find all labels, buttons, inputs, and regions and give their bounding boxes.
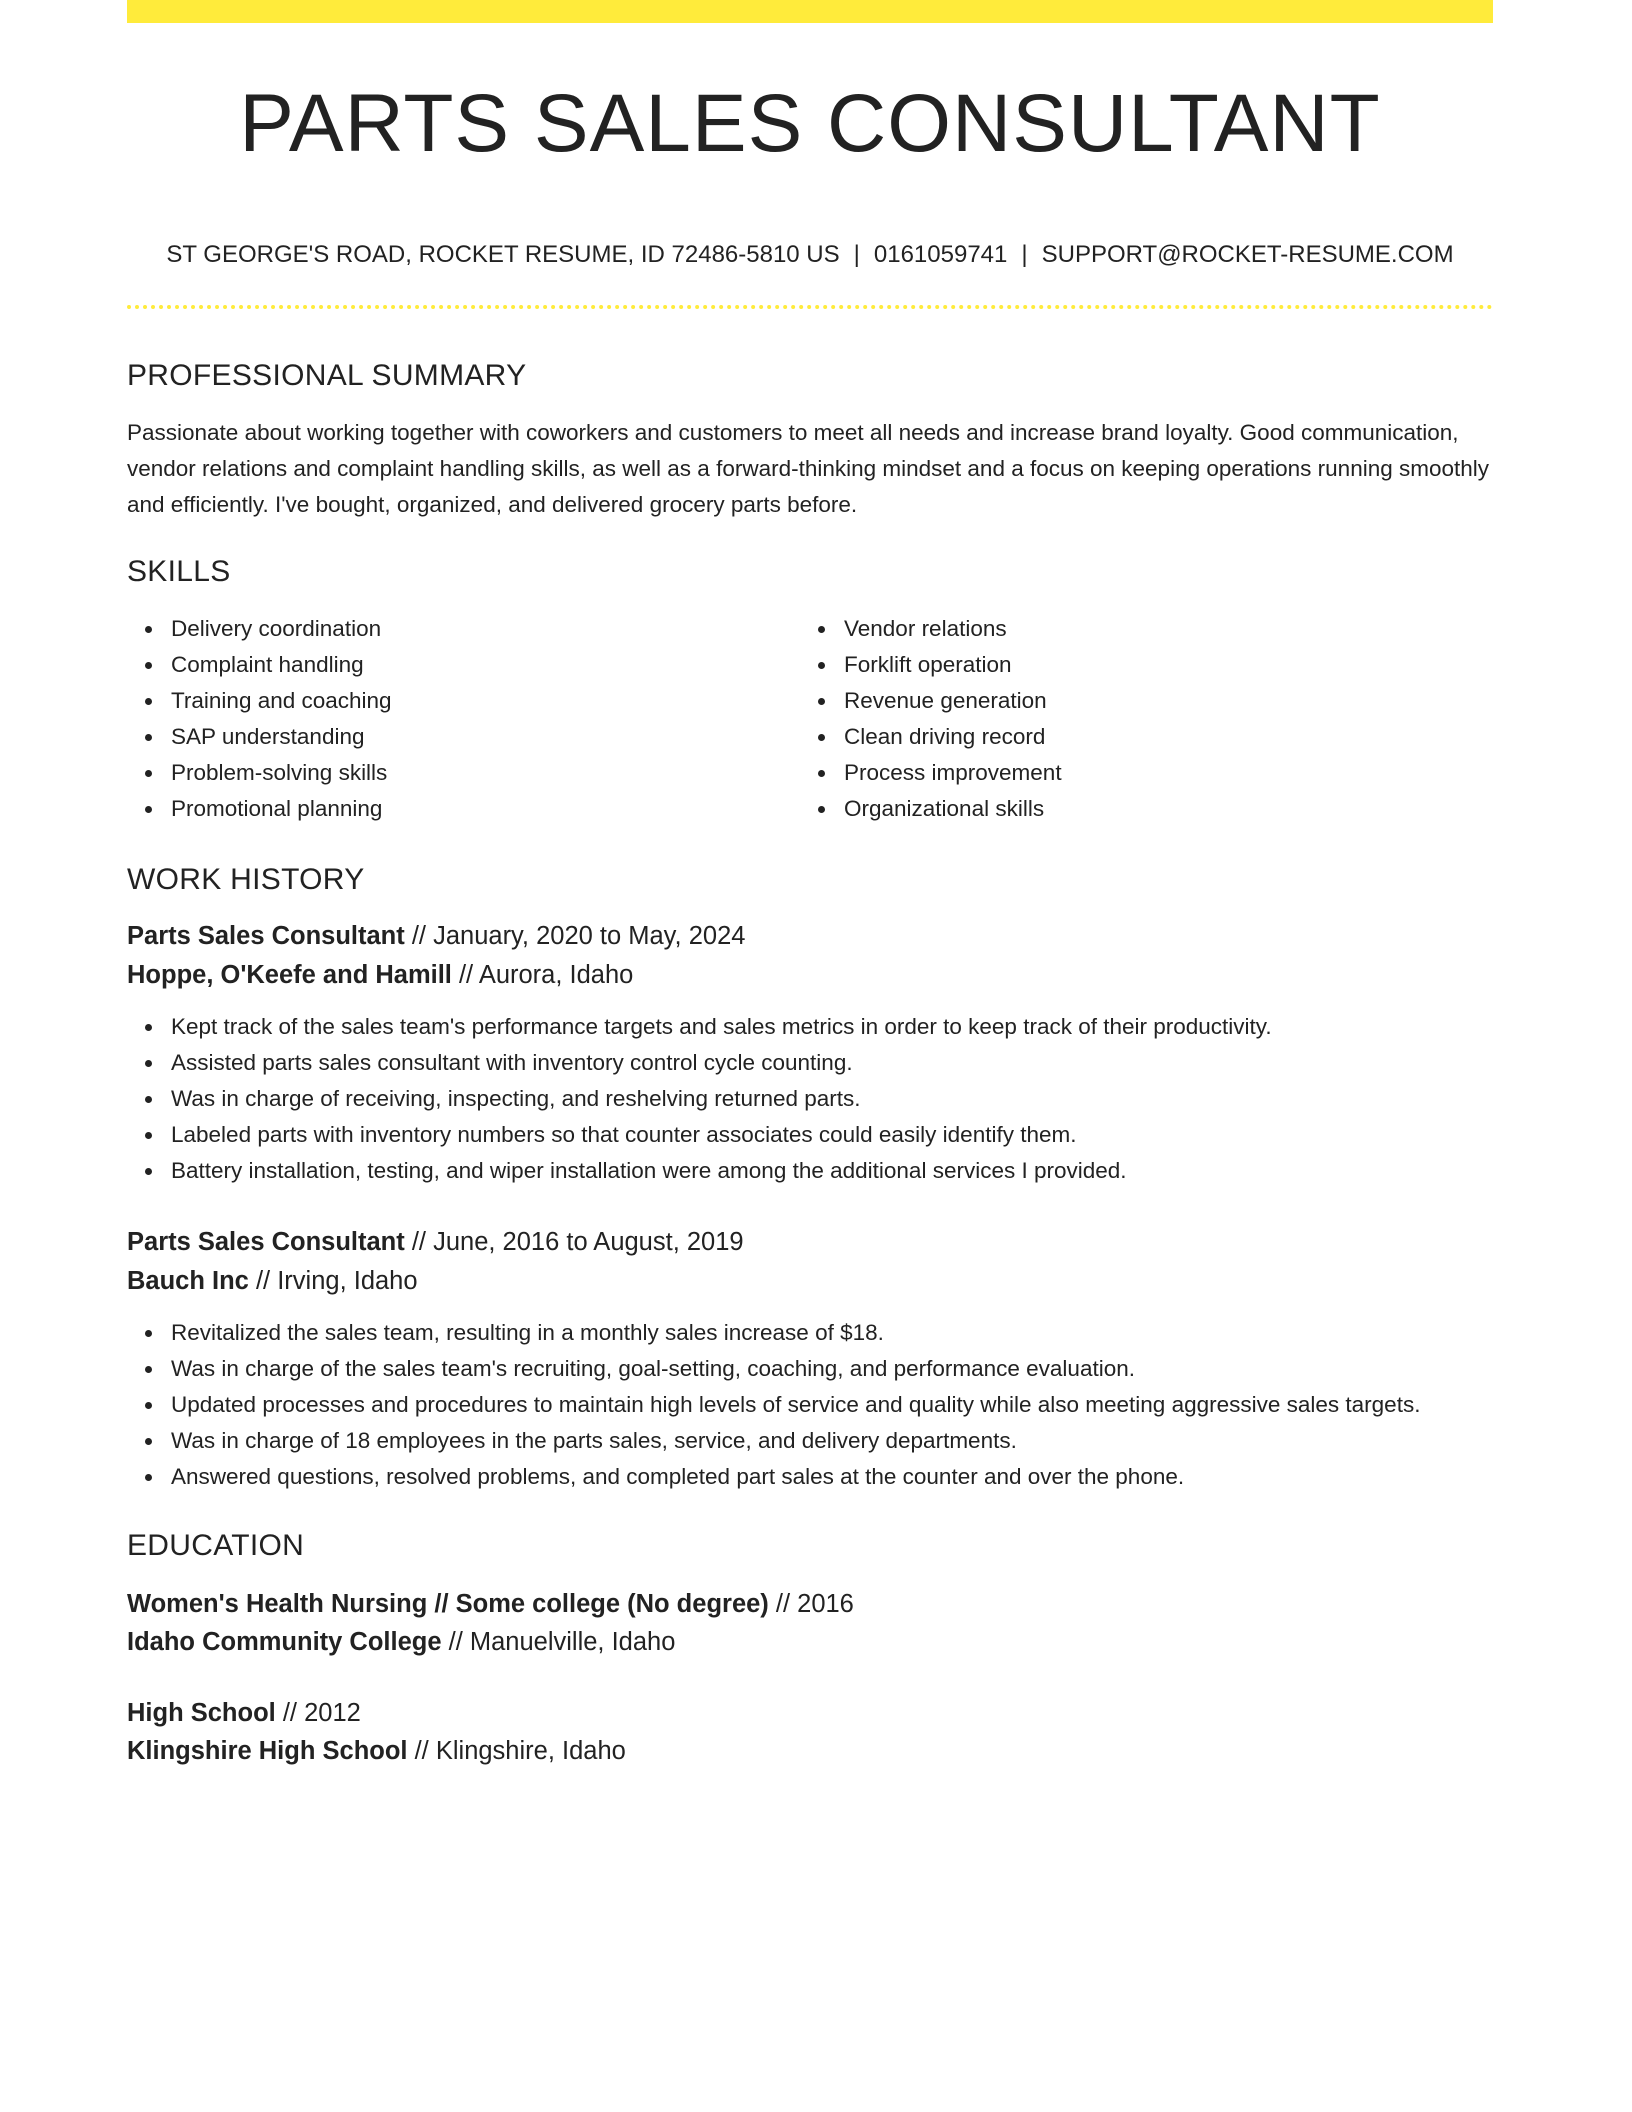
skill-item: Process improvement bbox=[844, 755, 1473, 791]
skill-item: SAP understanding bbox=[171, 719, 800, 755]
education-entry bbox=[127, 1694, 1493, 1770]
education-year: // 2016 bbox=[768, 1590, 854, 1618]
dotted-divider bbox=[127, 305, 1493, 309]
job-company: Hoppe, O'Keefe and Hamill bbox=[127, 961, 452, 989]
work-heading: WORK HISTORY bbox=[127, 863, 365, 896]
skill-item: Clean driving record bbox=[844, 719, 1473, 755]
education-school: Idaho Community College bbox=[127, 1628, 442, 1656]
job-title: Parts Sales Consultant bbox=[127, 922, 405, 950]
summary-heading: PROFESSIONAL SUMMARY bbox=[127, 359, 527, 392]
skill-item: Delivery coordination bbox=[171, 611, 800, 647]
contact-line bbox=[127, 243, 1493, 267]
job-bullet: Assisted parts sales consultant with inventory control cycle counting. bbox=[171, 1045, 1493, 1081]
skill-item: Organizational skills bbox=[844, 791, 1473, 827]
contact-email: SUPPORT@ROCKET-RESUME.COM bbox=[1041, 241, 1454, 268]
job-title-line bbox=[127, 917, 1493, 956]
job-title: Parts Sales Consultant bbox=[127, 1228, 405, 1256]
education-degree: High School bbox=[127, 1699, 276, 1727]
education-school-line bbox=[127, 1623, 1493, 1661]
job-bullet: Updated processes and procedures to maintain high levels of service and quality while also meeting aggressive sales targets. bbox=[171, 1387, 1493, 1423]
job-location: // Aurora, Idaho bbox=[451, 961, 634, 989]
skill-item: Problem-solving skills bbox=[171, 755, 800, 791]
education-degree-line bbox=[127, 1585, 1493, 1623]
education-degree: Women's Health Nursing // Some college (No degree) bbox=[127, 1590, 769, 1618]
job-bullet: Was in charge of receiving, inspecting, and reshelving returned parts. bbox=[171, 1081, 1493, 1117]
job-dates: // June, 2016 to August, 2019 bbox=[404, 1228, 744, 1256]
job-company-line bbox=[127, 1262, 1493, 1301]
accent-top-bar bbox=[127, 0, 1493, 23]
job-bullet: Kept track of the sales team's performance targets and sales metrics in order to keep track of their productivity. bbox=[171, 1009, 1493, 1045]
skill-item: Complaint handling bbox=[171, 647, 800, 683]
education-entry bbox=[127, 1585, 1493, 1661]
skill-item: Revenue generation bbox=[844, 683, 1473, 719]
skills-list-left bbox=[127, 611, 800, 827]
education-school-line bbox=[127, 1732, 1493, 1770]
job-location: // Irving, Idaho bbox=[248, 1267, 418, 1295]
job-entry bbox=[127, 917, 1493, 1189]
job-bullet: Battery installation, testing, and wiper installation were among the additional services I provided. bbox=[171, 1153, 1493, 1189]
skill-item: Forklift operation bbox=[844, 647, 1473, 683]
job-title-line bbox=[127, 1223, 1493, 1262]
job-entry bbox=[127, 1223, 1493, 1495]
job-bullets bbox=[127, 1009, 1493, 1189]
skills-list-right bbox=[800, 611, 1473, 827]
contact-phone: 0161059741 bbox=[873, 241, 1008, 268]
resume-title: PARTS SALES CONSULTANT bbox=[239, 78, 1381, 169]
education-school: Klingshire High School bbox=[127, 1737, 408, 1765]
education-degree-line bbox=[127, 1694, 1493, 1732]
job-bullet: Answered questions, resolved problems, and completed part sales at the counter and over the phone. bbox=[171, 1459, 1493, 1495]
skill-item: Training and coaching bbox=[171, 683, 800, 719]
job-company-line bbox=[127, 956, 1493, 995]
job-dates: // January, 2020 to May, 2024 bbox=[404, 922, 746, 950]
job-bullet: Revitalized the sales team, resulting in a monthly sales increase of $18. bbox=[171, 1315, 1493, 1351]
education-year: // 2012 bbox=[275, 1699, 361, 1727]
skills-heading: SKILLS bbox=[127, 555, 231, 588]
education-location: // Klingshire, Idaho bbox=[407, 1737, 626, 1765]
skill-item: Promotional planning bbox=[171, 791, 800, 827]
job-company: Bauch Inc bbox=[127, 1267, 249, 1295]
skill-item: Vendor relations bbox=[844, 611, 1473, 647]
summary-text: Passionate about working together with coworkers and customers to meet all needs and increase brand loyalty. Good communication, vendor relations and complaint handling skills, as well as a forward-thinking mindset and a focus on keeping operations running smoothly and efficiently. I've bought, organized, and delivered grocery parts before. bbox=[127, 420, 1490, 517]
job-bullets bbox=[127, 1315, 1493, 1495]
skills-grid bbox=[127, 611, 1493, 827]
job-bullet: Was in charge of the sales team's recruiting, goal-setting, coaching, and performance evaluation. bbox=[171, 1351, 1493, 1387]
job-bullet: Was in charge of 18 employees in the parts sales, service, and delivery departments. bbox=[171, 1423, 1493, 1459]
contact-address: ST GEORGE'S ROAD, ROCKET RESUME, ID 72486-5810 US bbox=[166, 241, 840, 268]
education-heading: EDUCATION bbox=[127, 1529, 305, 1562]
job-bullet: Labeled parts with inventory numbers so that counter associates could easily identify them. bbox=[171, 1117, 1493, 1153]
contact-separator: | bbox=[1021, 241, 1028, 268]
contact-separator: | bbox=[853, 241, 860, 268]
education-location: // Manuelville, Idaho bbox=[441, 1628, 676, 1656]
resume-page bbox=[127, 0, 1493, 1770]
